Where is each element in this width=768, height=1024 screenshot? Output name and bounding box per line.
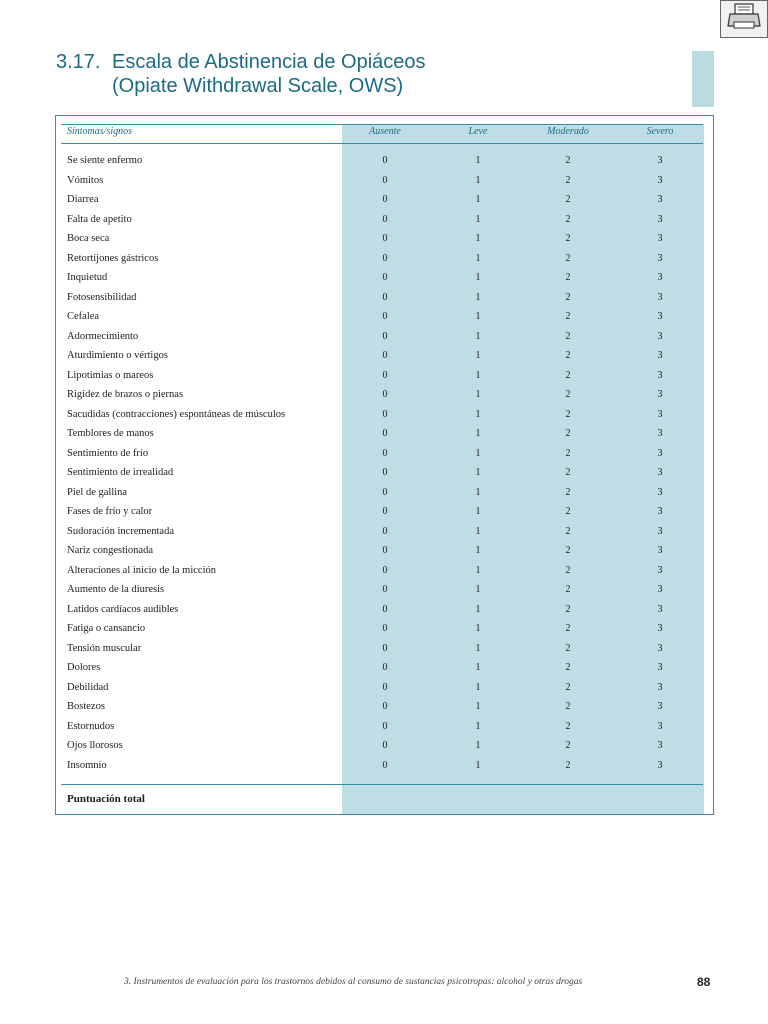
score-moderate: 2 — [565, 642, 571, 654]
page-number: 88 — [697, 975, 711, 989]
score-severe: 3 — [657, 467, 663, 478]
score-moderate: 2 — [565, 428, 571, 439]
table-row — [56, 487, 713, 507]
score-moderate: 2 — [565, 525, 571, 537]
score-severe: 3 — [657, 759, 663, 771]
symptom-label: Latidos cardíacos audibles — [67, 603, 179, 615]
score-moderate: 2 — [565, 155, 571, 166]
score-absent: 0 — [382, 740, 388, 751]
score-severe: 3 — [657, 428, 663, 439]
score-severe: 3 — [657, 701, 663, 712]
score-absent: 0 — [382, 486, 388, 498]
score-absent: 0 — [382, 603, 388, 615]
score-moderate: 2 — [565, 311, 571, 322]
table-row — [56, 428, 713, 448]
header-severe: Severo — [646, 126, 674, 137]
score-mild: 1 — [475, 311, 481, 322]
score-absent: 0 — [382, 506, 388, 517]
header-symptoms: Síntomas/signos — [67, 126, 133, 137]
score-severe: 3 — [657, 408, 663, 420]
score-mild: 1 — [475, 603, 481, 615]
score-severe: 3 — [657, 486, 663, 498]
score-moderate: 2 — [565, 233, 571, 244]
score-severe: 3 — [657, 155, 663, 166]
score-mild: 1 — [475, 408, 481, 420]
table-row — [56, 682, 713, 702]
score-mild: 1 — [475, 623, 481, 634]
header-bottom-rule — [61, 143, 703, 144]
score-mild: 1 — [475, 233, 481, 244]
table-row — [56, 565, 713, 585]
score-absent: 0 — [382, 720, 388, 732]
symptom-label: Insomnio — [67, 759, 107, 771]
score-severe: 3 — [657, 389, 663, 400]
table-row — [56, 506, 713, 526]
score-severe: 3 — [657, 506, 663, 517]
score-moderate: 2 — [565, 564, 571, 576]
table-row — [56, 214, 713, 234]
score-absent: 0 — [382, 701, 388, 712]
score-severe: 3 — [657, 584, 663, 595]
score-moderate: 2 — [565, 486, 571, 498]
symptom-label: Inquietud — [67, 272, 108, 283]
score-severe: 3 — [657, 369, 663, 381]
score-moderate: 2 — [565, 350, 571, 361]
score-mild: 1 — [475, 467, 481, 478]
print-button[interactable] — [720, 0, 768, 38]
total-top-rule — [61, 784, 703, 785]
score-moderate: 2 — [565, 330, 571, 342]
table-row — [56, 643, 713, 663]
table-row — [56, 604, 713, 624]
table-row — [56, 311, 713, 331]
score-moderate: 2 — [565, 252, 571, 264]
footer-text: 3. Instrumentos de evaluación para los trastornos debidos al consumo de sustancias psicotropas: alcohol y otras drogas — [124, 977, 583, 987]
score-severe: 3 — [657, 623, 663, 634]
table-row — [56, 584, 713, 604]
score-absent: 0 — [382, 447, 388, 459]
symptom-label: Sentimiento de frío — [67, 447, 149, 459]
score-mild: 1 — [475, 428, 481, 439]
table-row — [56, 623, 713, 643]
table-row — [56, 526, 713, 546]
score-moderate: 2 — [565, 759, 571, 771]
table-row — [56, 272, 713, 292]
score-mild: 1 — [475, 291, 481, 303]
score-absent: 0 — [382, 584, 388, 595]
score-mild: 1 — [475, 330, 481, 342]
score-mild: 1 — [475, 252, 481, 264]
score-absent: 0 — [382, 545, 388, 556]
score-moderate: 2 — [565, 701, 571, 712]
score-absent: 0 — [382, 174, 388, 186]
score-mild: 1 — [475, 447, 481, 459]
table-row — [56, 370, 713, 390]
score-moderate: 2 — [565, 408, 571, 420]
score-severe: 3 — [657, 233, 663, 244]
score-mild: 1 — [475, 369, 481, 381]
score-severe: 3 — [657, 564, 663, 576]
symptom-label: Ojos llorosos — [67, 740, 123, 751]
table-row — [56, 389, 713, 409]
score-moderate: 2 — [565, 584, 571, 595]
score-mild: 1 — [475, 642, 481, 654]
score-severe: 3 — [657, 447, 663, 459]
symptom-label: Boca seca — [67, 233, 110, 244]
score-mild: 1 — [475, 720, 481, 732]
score-severe: 3 — [657, 194, 663, 205]
symptom-label: Sacudidas (contracciones) espontáneas de músculos — [67, 408, 286, 420]
score-absent: 0 — [382, 662, 388, 673]
score-absent: 0 — [382, 252, 388, 264]
score-mild: 1 — [475, 155, 481, 166]
score-mild: 1 — [475, 174, 481, 186]
symptom-label: Bostezos — [67, 701, 105, 712]
score-severe: 3 — [657, 740, 663, 751]
symptom-label: Estornudos — [67, 720, 115, 732]
score-severe: 3 — [657, 681, 663, 693]
table-row — [56, 662, 713, 682]
score-severe: 3 — [657, 272, 663, 283]
symptom-label: Fotosensibilidad — [67, 291, 137, 303]
table-row — [56, 155, 713, 175]
score-mild: 1 — [475, 564, 481, 576]
score-moderate: 2 — [565, 545, 571, 556]
score-mild: 1 — [475, 213, 481, 225]
score-mild: 1 — [475, 545, 481, 556]
table-row — [56, 448, 713, 468]
score-absent: 0 — [382, 408, 388, 420]
table-row — [56, 760, 713, 780]
score-severe: 3 — [657, 545, 663, 556]
score-moderate: 2 — [565, 213, 571, 225]
score-absent: 0 — [382, 759, 388, 771]
total-score-label: Puntuación total — [67, 793, 145, 805]
section-tab — [692, 51, 714, 107]
table-row — [56, 721, 713, 741]
score-absent: 0 — [382, 428, 388, 439]
symptom-label: Retortijones gástricos — [67, 252, 159, 264]
score-moderate: 2 — [565, 194, 571, 205]
score-moderate: 2 — [565, 681, 571, 693]
symptom-label: Sentimiento de irrealidad — [67, 467, 174, 478]
score-mild: 1 — [475, 389, 481, 400]
score-absent: 0 — [382, 194, 388, 205]
table-row — [56, 175, 713, 195]
score-moderate: 2 — [565, 291, 571, 303]
section-number: 3.17. — [56, 51, 101, 73]
score-absent: 0 — [382, 389, 388, 400]
score-moderate: 2 — [565, 174, 571, 186]
table-row — [56, 701, 713, 721]
header-absent: Ausente — [369, 126, 401, 137]
symptom-label: Cefalea — [67, 311, 100, 322]
score-mild: 1 — [475, 525, 481, 537]
header-moderate: Moderado — [547, 126, 589, 137]
symptom-label: Lipotimias o mareos — [67, 369, 154, 381]
score-mild: 1 — [475, 584, 481, 595]
score-absent: 0 — [382, 681, 388, 693]
score-severe: 3 — [657, 350, 663, 361]
score-absent: 0 — [382, 155, 388, 166]
header-mild: Leve — [468, 126, 488, 137]
table-row — [56, 194, 713, 214]
score-mild: 1 — [475, 272, 481, 283]
score-absent: 0 — [382, 564, 388, 576]
symptom-label: Alteraciones al inicio de la micción — [67, 564, 216, 576]
score-moderate: 2 — [565, 662, 571, 673]
symptom-label: Temblores de manos — [67, 428, 154, 439]
score-absent: 0 — [382, 467, 388, 478]
score-absent: 0 — [382, 233, 388, 244]
score-mild: 1 — [475, 350, 481, 361]
table-row — [56, 350, 713, 370]
score-severe: 3 — [657, 525, 663, 537]
symptom-label: Fatiga o cansancio — [67, 623, 146, 634]
table-row — [56, 253, 713, 273]
score-severe: 3 — [657, 720, 663, 732]
score-moderate: 2 — [565, 272, 571, 283]
page-title — [56, 50, 426, 98]
score-moderate: 2 — [565, 506, 571, 517]
score-mild: 1 — [475, 701, 481, 712]
score-mild: 1 — [475, 662, 481, 673]
score-absent: 0 — [382, 272, 388, 283]
score-absent: 0 — [382, 623, 388, 634]
symptom-label: Falta de apetito — [67, 213, 132, 225]
table-row — [56, 292, 713, 312]
symptom-label: Debilidad — [67, 681, 109, 693]
score-severe: 3 — [657, 213, 663, 225]
score-absent: 0 — [382, 291, 388, 303]
score-absent: 0 — [382, 642, 388, 654]
score-severe: 3 — [657, 252, 663, 264]
score-mild: 1 — [475, 194, 481, 205]
score-moderate: 2 — [565, 447, 571, 459]
ows-table — [55, 115, 714, 815]
score-severe: 3 — [657, 174, 663, 186]
title-line-1: Escala de Abstinencia de Opiáceos — [112, 51, 426, 73]
score-severe: 3 — [657, 642, 663, 654]
printer-icon — [726, 2, 762, 37]
score-absent: 0 — [382, 330, 388, 342]
score-moderate: 2 — [565, 369, 571, 381]
symptom-label: Fases de frío y calor — [67, 506, 153, 517]
score-moderate: 2 — [565, 720, 571, 732]
score-moderate: 2 — [565, 389, 571, 400]
symptom-label: Nariz congestionada — [67, 545, 154, 556]
score-severe: 3 — [657, 330, 663, 342]
score-severe: 3 — [657, 311, 663, 322]
score-moderate: 2 — [565, 467, 571, 478]
score-mild: 1 — [475, 506, 481, 517]
score-moderate: 2 — [565, 740, 571, 751]
score-mild: 1 — [475, 681, 481, 693]
symptom-label: Dolores — [67, 662, 101, 673]
score-severe: 3 — [657, 603, 663, 615]
symptom-label: Aumento de la diuresis — [67, 584, 165, 595]
symptom-label: Diarrea — [67, 194, 99, 205]
score-moderate: 2 — [565, 603, 571, 615]
symptom-label: Vómitos — [67, 174, 104, 186]
table-row — [56, 233, 713, 253]
symptom-label: Se siente enfermo — [67, 155, 143, 166]
table-row — [56, 331, 713, 351]
score-absent: 0 — [382, 213, 388, 225]
symptom-label: Rigidez de brazos o piernas — [67, 389, 184, 400]
table-row — [56, 467, 713, 487]
table-row — [56, 740, 713, 760]
score-severe: 3 — [657, 662, 663, 673]
symptom-label: Sudoración incrementada — [67, 525, 174, 537]
score-mild: 1 — [475, 740, 481, 751]
score-mild: 1 — [475, 759, 481, 771]
score-moderate: 2 — [565, 623, 571, 634]
table-top-rule — [61, 124, 703, 125]
score-mild: 1 — [475, 486, 481, 498]
symptom-label: Aturdimiento o vértigos — [67, 350, 168, 361]
symptom-label: Tensión muscular — [67, 642, 142, 654]
score-absent: 0 — [382, 311, 388, 322]
score-absent: 0 — [382, 369, 388, 381]
table-row — [56, 545, 713, 565]
symptom-label: Piel de gallina — [67, 486, 128, 498]
symptom-label: Adormecimiento — [67, 330, 139, 342]
score-absent: 0 — [382, 350, 388, 361]
score-severe: 3 — [657, 291, 663, 303]
score-absent: 0 — [382, 525, 388, 537]
title-line-2: (Opiate Withdrawal Scale, OWS) — [112, 75, 404, 97]
table-row — [56, 409, 713, 429]
